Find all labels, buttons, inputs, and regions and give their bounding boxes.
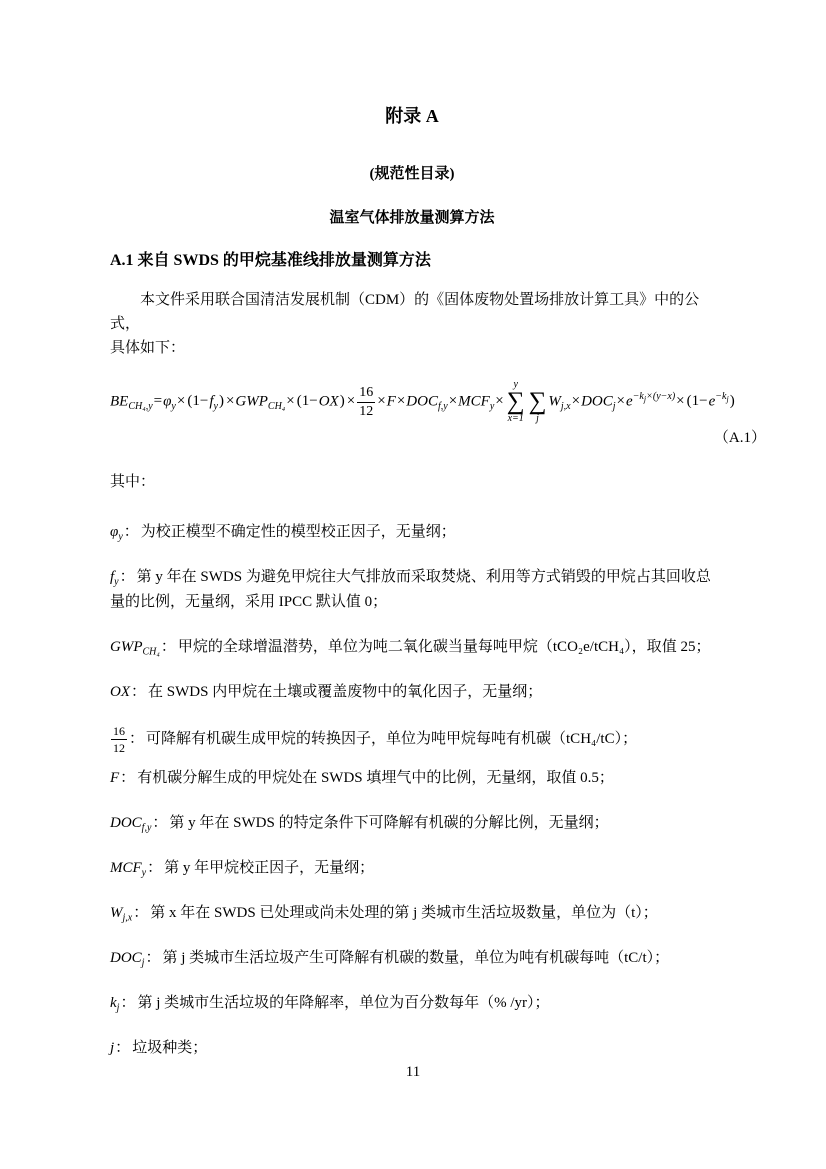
definition-item-mcf: $MCF_y$： 第 y 年甲烷校正因子，无量纲；	[110, 860, 375, 879]
sigma-symbol: ∑	[528, 388, 547, 415]
definition-item-ox: OX： 在 SWDS 内甲烷在土壤或覆盖废物中的氧化因子，无量纲；	[110, 684, 543, 700]
appendix-title: 附录 A	[385, 106, 439, 126]
document-title: 温室气体排放量测算方法	[329, 210, 495, 226]
sigma-symbol: ∑	[506, 388, 525, 415]
intro-line-2: 具体如下：	[110, 340, 186, 356]
definition-item-j: j： 垃圾种类；	[110, 1040, 208, 1056]
definition-item-docfy: $DOC_{f,y}$： 第 y 年在 SWDS 的特定条件下可降解有机碳的分解比例，无量纲；	[110, 815, 609, 834]
definition-item-gwp: $GWP_{CH_4}$： 甲烷的全球增温潜势，单位为吨二氧化碳当量每吨甲烷（tCO₂e/tCH₄），取值 25；	[110, 639, 711, 658]
equation-number: （A.1）	[713, 430, 766, 446]
normative-label: (规范性目录)	[369, 166, 455, 182]
intro-paragraph	[110, 288, 714, 360]
exponent: −kj×(y−x)	[632, 391, 676, 404]
equation-term: BE	[110, 393, 129, 410]
summation-x: y ∑ x=1	[506, 379, 525, 424]
page-number: 11	[405, 1064, 421, 1080]
intro-line-1: 本文件采用联合国清洁发展机制（CDM）的《固体废物处置场排放计算工具》中的公式，	[110, 292, 700, 332]
definition-item-16-12: $\frac{16}{12}$ ： 可降解有机碳生成甲烷的转换因子，单位为吨甲烷每吨有机碳（tCH₄/tC）；	[113, 724, 638, 755]
definition-item-phi: $\varphi_y$： 为校正模型不确定性的模型校正因子，无量纲；	[110, 524, 456, 543]
definition-item-f: $f_y$： 第 y 年在 SWDS 为避免甲烷往大气排放而采取焚烧、利用等方式销毁的甲烷占其回收总量的比例，无量纲，采用 IPCC 默认值 0；	[110, 569, 711, 610]
fraction-16-12: $\frac{16}{12}$	[113, 724, 125, 755]
definition-item-k: $k_j$： 第 j 类城市生活垃圾的年降解率，单位为百分数每年（% /yr）；	[110, 995, 550, 1014]
definition-item-w: $W_{j,x}$： 第 x 年在 SWDS 已处理或尚未处理的第 j 类城市生活垃圾数量，单位为（t）；	[110, 905, 658, 924]
exponent: −kj	[715, 391, 729, 404]
definition-item-F: F： 有机碳分解生成的甲烷处在 SWDS 填埋气中的比例，无量纲，取值 0.5；	[110, 770, 614, 786]
where-label: 其中：	[110, 474, 156, 490]
summation-j: ∑ j	[528, 388, 547, 424]
section-heading-a1: A.1 来自 SWDS 的甲烷基准线排放量测算方法	[110, 252, 431, 269]
definition-item-docj: $DOC_j$： 第 j 类城市生活垃圾产生可降解有机碳的数量，单位为吨有机碳每吨（tC/t）；	[110, 950, 670, 969]
fraction-16-12: $\frac{16}{12}$	[359, 384, 374, 419]
equation-a1: $BE_{CH_4,y}=\varphi_y\times (1-f_y) \times GWP_{CH_4}\times (1-OX)$ × $\frac{16}{12}$ $\times F\times DOC_{f,y}\times MCF_y\times$ y ∑ x=1 ∑ j $W_{j,x}\times DOC_j\times e^{-k_j\times(y-x)}\times (1-e^{-k_j})$	[110, 379, 735, 424]
